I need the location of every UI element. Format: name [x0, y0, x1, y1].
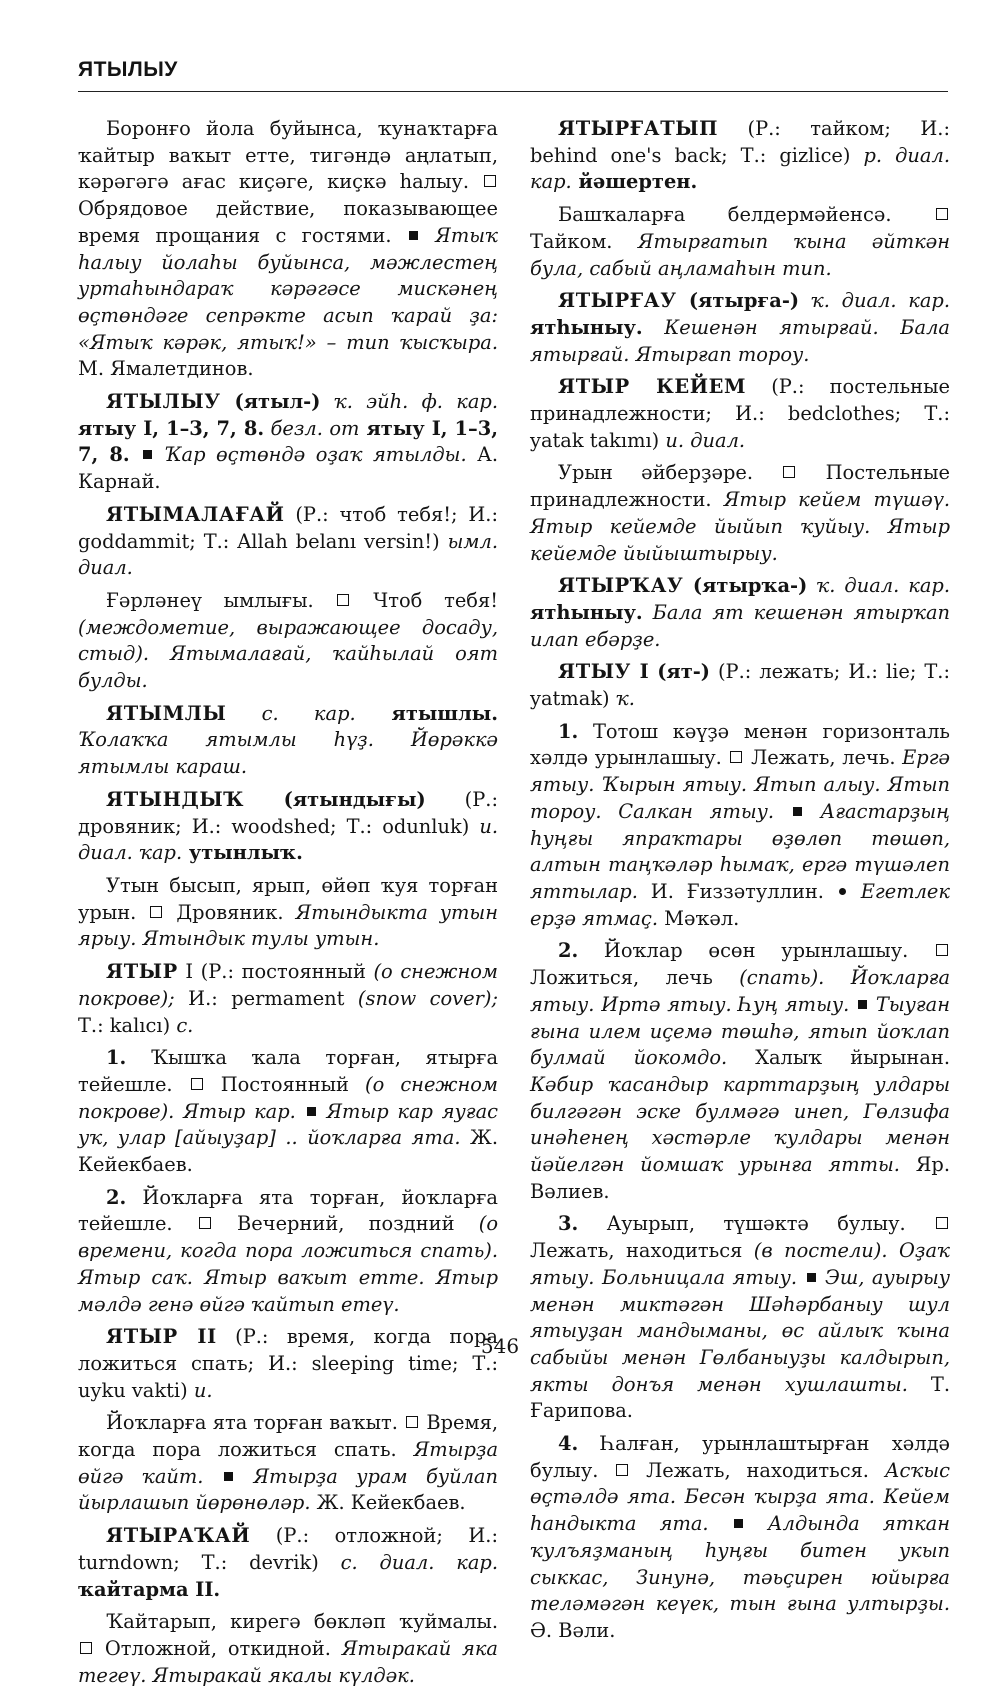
russian-translation-square-icon	[783, 466, 795, 478]
italic-text: и. диал. ҡар.	[78, 814, 498, 865]
russian-translation-square-icon	[936, 208, 948, 220]
italic-text: (спать). Йоҡларға ятыу. Иртә ятыу. Һуң ятыу.	[530, 966, 950, 1016]
headword: ЯТЫЛЫУ	[106, 390, 221, 414]
text-run: Боронғо йола буйынса, ҡунаҡтарға ҡайтыр ваҡыт етте, тигәндә аңлатып, кәрәгәгә ағас киҫәге, киҫкә һалыу.	[78, 117, 498, 194]
text-run: (Р.: чтоб тебя!; И.: goddammit; Т.: Allah belanı versin!)	[78, 502, 498, 553]
italic-text: Ергә ятыу. Ҡырын ятыу. Ятып алыу. Ятып тороу. Салкан ятыу.	[530, 746, 950, 823]
bold-text: 2.	[106, 1185, 127, 1209]
bold-text: йәшертен.	[571, 170, 698, 194]
dictionary-paragraph	[530, 202, 950, 282]
italic-text: (междометие, выражающее досаду, стыд). Ятымалағай, ҡайһылай оят булды.	[78, 615, 498, 693]
dictionary-paragraph	[78, 116, 498, 383]
italic-text: с. диал. кар.	[318, 1550, 498, 1574]
italic-text: (о снежном покрове);	[78, 960, 498, 1010]
italic-text: Ятырғатып ҡына әйткән була, сабый аңламаһын тип.	[530, 229, 951, 280]
dictionary-paragraph	[78, 1523, 498, 1603]
dictionary-paragraph	[530, 1211, 950, 1425]
bold-text: ятыу I, 1–3, 7, 8.	[78, 416, 265, 440]
text-run: Обрядовое действие, показывающее время прощания с гостями.	[78, 197, 498, 247]
example-black-square-icon	[807, 1273, 816, 1282]
italic-text: р. диал. кар.	[530, 143, 950, 194]
headword: ЯТЫРҠАУ	[558, 574, 684, 598]
dictionary-paragraph	[78, 787, 498, 867]
text-run: Тотош кәүҙә менән горизонталь хәлдә урынлашыу.	[530, 719, 950, 770]
text-run: Ҡышҡа ҡала торған, ятырға тейешле.	[78, 1046, 498, 1096]
headword: ЯТЫРҒАТЫП	[558, 117, 719, 140]
text-run: Ауырып, түшәктә булыу.	[578, 1212, 934, 1236]
text-run: Ложиться, лечь	[530, 966, 740, 990]
text-run: Дровяник.	[164, 900, 296, 924]
text-run: Ҡайтарып, кирегә бөкләп ҡуймалы.	[106, 1610, 498, 1634]
dictionary-paragraph	[78, 1410, 498, 1517]
italic-text: ҡ. диал. кар.	[807, 574, 950, 598]
italic-text: (snow cover);	[357, 986, 498, 1010]
italic-text: безл. от	[264, 416, 360, 440]
italic-text: Кешенән ятырғай. Бала ятырғай. Ятырғап тороу.	[530, 315, 950, 366]
text-run: Йоҡлар өсөн урынлашыу.	[578, 939, 934, 963]
italic-text: Тыуған ғына илем иҫемә төшһә, ятып йоҡлап булмай йокомдо.	[530, 992, 950, 1070]
italic-text: Ятырҙа урам буйлап йырлашып йөрөнөләр.	[78, 1464, 498, 1515]
text-run: Йоҡларға ята торған, йоҡларға тейешле.	[78, 1185, 498, 1236]
italic-text: Ятыракай яка тегеү. Ятыракай якалы күлдәк.	[78, 1636, 498, 1687]
text-run: Постельные принадлежности.	[530, 461, 950, 512]
text-run: (Р.: лежать; И.: lie; Т.: yatmak)	[530, 660, 950, 711]
example-black-square-icon	[143, 450, 152, 459]
bold-text: ятышлы.	[355, 701, 498, 725]
bold-text: I (ят-)	[630, 660, 710, 684]
italic-text: с. кар.	[226, 701, 356, 725]
text-run: И. Ғиззәтуллин.	[637, 879, 837, 903]
headword: ЯТЫР КЕЙЕМ	[558, 375, 747, 399]
text-run: Вечерний, поздний	[212, 1212, 479, 1236]
bold-text: 1.	[106, 1046, 127, 1070]
headword: ЯТЫМЛЫ	[106, 701, 227, 725]
bold-text: (ятыл-)	[220, 390, 321, 414]
italic-text: (в постели). Оҙаҡ ятыу. Больницала ятыу.	[530, 1239, 950, 1289]
russian-translation-square-icon	[406, 1416, 418, 1428]
italic-text: Кәбир ҡасандыр карттарҙың улдары билгәгән эске булмәгә инеп, Гөлзифа инәһенең хәстәрле ҡулдары менән йәйелгән йомшаҡ урынға ятты.	[530, 1072, 950, 1177]
text-run: Ж. Кейекбаев.	[78, 1126, 498, 1177]
dictionary-paragraph	[78, 389, 498, 496]
italic-text: Егетлек ерҙә ятмаҫ.	[530, 879, 950, 930]
headword: ЯТЫУ	[558, 660, 631, 684]
bold-text: (ятындығы)	[244, 787, 426, 811]
left-column	[78, 116, 498, 1695]
example-black-square-icon	[224, 1472, 233, 1481]
headword: ЯТЫНДЫҠ	[106, 787, 245, 811]
example-black-square-icon	[307, 1107, 316, 1116]
text-run: М. Ямалетдинов.	[78, 357, 254, 381]
dictionary-paragraph	[530, 719, 950, 933]
bold-text: 2.	[558, 939, 579, 963]
text-run: I (Р.: постоянный	[177, 960, 374, 984]
italic-text: с.	[176, 1013, 194, 1037]
bold-text: 1.	[558, 719, 579, 743]
italic-text: Ағастарҙың һуңғы япраҡтары өҙөлөп төшөп, алтын таңҡәләр һымаҡ, ергә түшәлеп яттылар.	[530, 799, 950, 903]
text-run: Т. Ғарипова.	[530, 1372, 950, 1423]
dictionary-paragraph	[78, 873, 498, 953]
text-run: (Р.: время, когда пора ложиться спать; И.: sleeping time; Т.: uyku vakti)	[78, 1325, 498, 1402]
italic-text: Ятыҡ һалыу йолаһы буйынса, мәжлестең уртаһындараҡ кәрәгәсе мискәнең өҫтөндәге сепрәкте асып ҡарай ҙа: «Ятыҡ кәрәк, ятыҡ!» – тип ҡысҡыра.	[78, 223, 498, 354]
text-run: И.: permament	[174, 986, 358, 1010]
bold-text: ятыу I, 1–3, 7, 8.	[78, 416, 498, 467]
bold-text: ятһыныу.	[530, 600, 643, 624]
text-run: Ғәрләнеү ымлығы.	[106, 588, 336, 612]
dictionary-paragraph	[78, 959, 498, 1039]
text-run: Время, когда пора ложиться спать.	[78, 1411, 499, 1462]
text-run: Постоянный	[204, 1072, 366, 1096]
text-run: Йоҡларға ята торған ваҡыт.	[106, 1411, 405, 1435]
italic-text: ымл. диал.	[78, 529, 498, 580]
text-run: Урын әйберҙәре.	[558, 461, 782, 485]
bold-text: 3.	[558, 1212, 579, 1236]
italic-text: Асҡыс өҫтәлдә ята. Бесән ҡырҙа ята. Кейем һандыкта ята.	[530, 1458, 950, 1536]
example-black-square-icon	[793, 807, 802, 816]
bold-text: ҡайтарма II.	[78, 1577, 221, 1601]
russian-translation-square-icon	[936, 1217, 948, 1229]
right-column	[530, 116, 950, 1651]
text-run: Лежать, лечь.	[744, 746, 903, 770]
headword: ЯТЫРҒАУ	[558, 289, 677, 313]
example-black-square-icon	[409, 231, 418, 240]
headword: ЯТЫР	[106, 960, 178, 984]
bold-text: утынлыҡ.	[182, 841, 303, 865]
page-number: 546	[480, 1334, 520, 1358]
italic-text: Бала ят кешенән ятырҡап илап ебәрҙе.	[530, 600, 950, 651]
text-run: Лежать, находиться.	[630, 1458, 885, 1482]
text-run: Чтоб тебя!	[351, 588, 499, 612]
italic-text: и. диал.	[659, 428, 746, 452]
example-black-square-icon	[858, 1000, 867, 1009]
text-run: (Р.: постельные принадлежности; И.: bedclothes; Т.: yatak takımı)	[530, 375, 950, 452]
dictionary-paragraph	[78, 588, 498, 695]
text-run: Мәҡәл.	[658, 906, 740, 930]
russian-translation-square-icon	[936, 944, 948, 956]
text-run: А. Карнай.	[78, 443, 498, 494]
dictionary-paragraph	[78, 1185, 498, 1319]
dictionary-paragraph	[530, 1431, 950, 1645]
running-header: ЯТЫЛЫУ	[78, 58, 178, 81]
italic-text: Ҡар өҫтөндә оҙаҡ ятылды.	[153, 443, 467, 467]
russian-translation-square-icon	[199, 1217, 211, 1229]
italic-text: ҡ.	[609, 687, 635, 711]
russian-translation-square-icon	[484, 175, 496, 187]
italic-text: ҡ. эйһ. ф. кар.	[320, 390, 498, 414]
bold-text: 4.	[558, 1432, 579, 1456]
russian-translation-square-icon	[80, 1642, 92, 1654]
text-run: Лежать, находиться	[530, 1239, 754, 1263]
text-run: Отложной, откидной.	[94, 1636, 342, 1660]
text-run: Яр. Вәлиев.	[530, 1153, 951, 1203]
dictionary-paragraph	[530, 374, 950, 454]
italic-text: Ятырҙа өйгә ҡайт.	[78, 1438, 498, 1488]
text-run: Т.: kalıcı)	[78, 1013, 177, 1037]
russian-translation-square-icon	[730, 751, 742, 763]
italic-text: Ҡолаҡҡа ятымлы һүҙ. Йөрәккә ятымлы караш.	[78, 728, 498, 779]
italic-text: (о времени, когда пора ложиться спать). Ятыр саҡ. Ятыр ваҡыт етте. Ятыр мәлдә генә өйгә ҡайтып етеү.	[78, 1212, 498, 1316]
italic-text: Эш, ауырыу менән миктәгән Шәһәрбаныу шул ятыуҙан мандыманы, өс айлыҡ ҡына сабыйы менән Гөлбаныуҙы калдырып, якты донъя менән хушлашты.	[530, 1265, 950, 1396]
italic-text: и.	[187, 1378, 213, 1402]
proverb-bullet-icon	[839, 888, 846, 895]
dictionary-paragraph	[530, 659, 950, 712]
dictionary-paragraph	[530, 116, 950, 196]
bold-text: (ятырҡа-)	[683, 574, 808, 598]
italic-text: Ятыр кар яуғас уҡ, улар [айыуҙар] .. йоҡларға ята.	[78, 1099, 499, 1150]
dictionary-paragraph	[530, 460, 950, 567]
italic-text: Ятындыкта утын ярыу. Ятындык тулы утын.	[78, 900, 498, 951]
text-run: Ә. Вәли.	[530, 1618, 616, 1642]
bold-text: (ятырға-)	[676, 289, 800, 313]
bold-text: ятһыныу.	[530, 315, 643, 339]
text-run: Тайком.	[530, 229, 638, 253]
headword: ЯТЫМАЛАҒАЙ	[106, 502, 285, 526]
text-run: Утын бысып, ярып, өйөп ҡуя торған урын.	[78, 873, 498, 924]
dictionary-paragraph	[530, 938, 950, 1205]
italic-text: Алдында яткан ҡулъяҙманың һуңғы битен укып сыккас, Зинунә, тәьҫирен юйырға теләмәгән кеүек, тын ғына ултырҙы.	[530, 1512, 950, 1616]
italic-text: (о снежном покрове). Ятыр кар.	[78, 1072, 498, 1123]
text-run: Башҡаларға белдермәйенсә.	[558, 203, 934, 227]
dictionary-paragraph	[530, 573, 950, 653]
dictionary-paragraph	[530, 288, 950, 368]
russian-translation-square-icon	[616, 1464, 628, 1476]
example-black-square-icon	[734, 1519, 743, 1528]
italic-text: Ятыр кейем түшәү. Ятыр кейемде йыйып ҡуйыу. Ятыр кейемде йыйыштырыу.	[530, 488, 950, 565]
russian-translation-square-icon	[337, 594, 349, 606]
dictionary-paragraph	[78, 701, 498, 781]
dictionary-paragraph	[78, 1045, 498, 1179]
italic-text: ҡ. диал. кар.	[799, 289, 950, 313]
dictionary-paragraph	[78, 502, 498, 582]
header-rule	[78, 91, 948, 92]
text-run: (Р.: дровяник; И.: woodshed; Т.: odunluk)	[78, 787, 498, 838]
russian-translation-square-icon	[191, 1078, 203, 1090]
headword: ЯТЫР II	[106, 1325, 217, 1349]
text-run: Халыҡ йырынан.	[727, 1046, 950, 1070]
text-run: (Р.: отложной; И.: turndown; Т.: devrik)	[78, 1524, 498, 1574]
dictionary-paragraph	[78, 1609, 498, 1689]
text-run: (Р.: тайком; И.: behind one's back; Т.: gizlice)	[530, 117, 950, 167]
text-run: Һалған, урынлаштырған хәлдә булыу.	[530, 1432, 950, 1482]
headword: ЯТЫРАҠАЙ	[106, 1524, 251, 1548]
russian-translation-square-icon	[150, 906, 162, 918]
text-run: Ж. Кейекбаев.	[310, 1491, 466, 1515]
